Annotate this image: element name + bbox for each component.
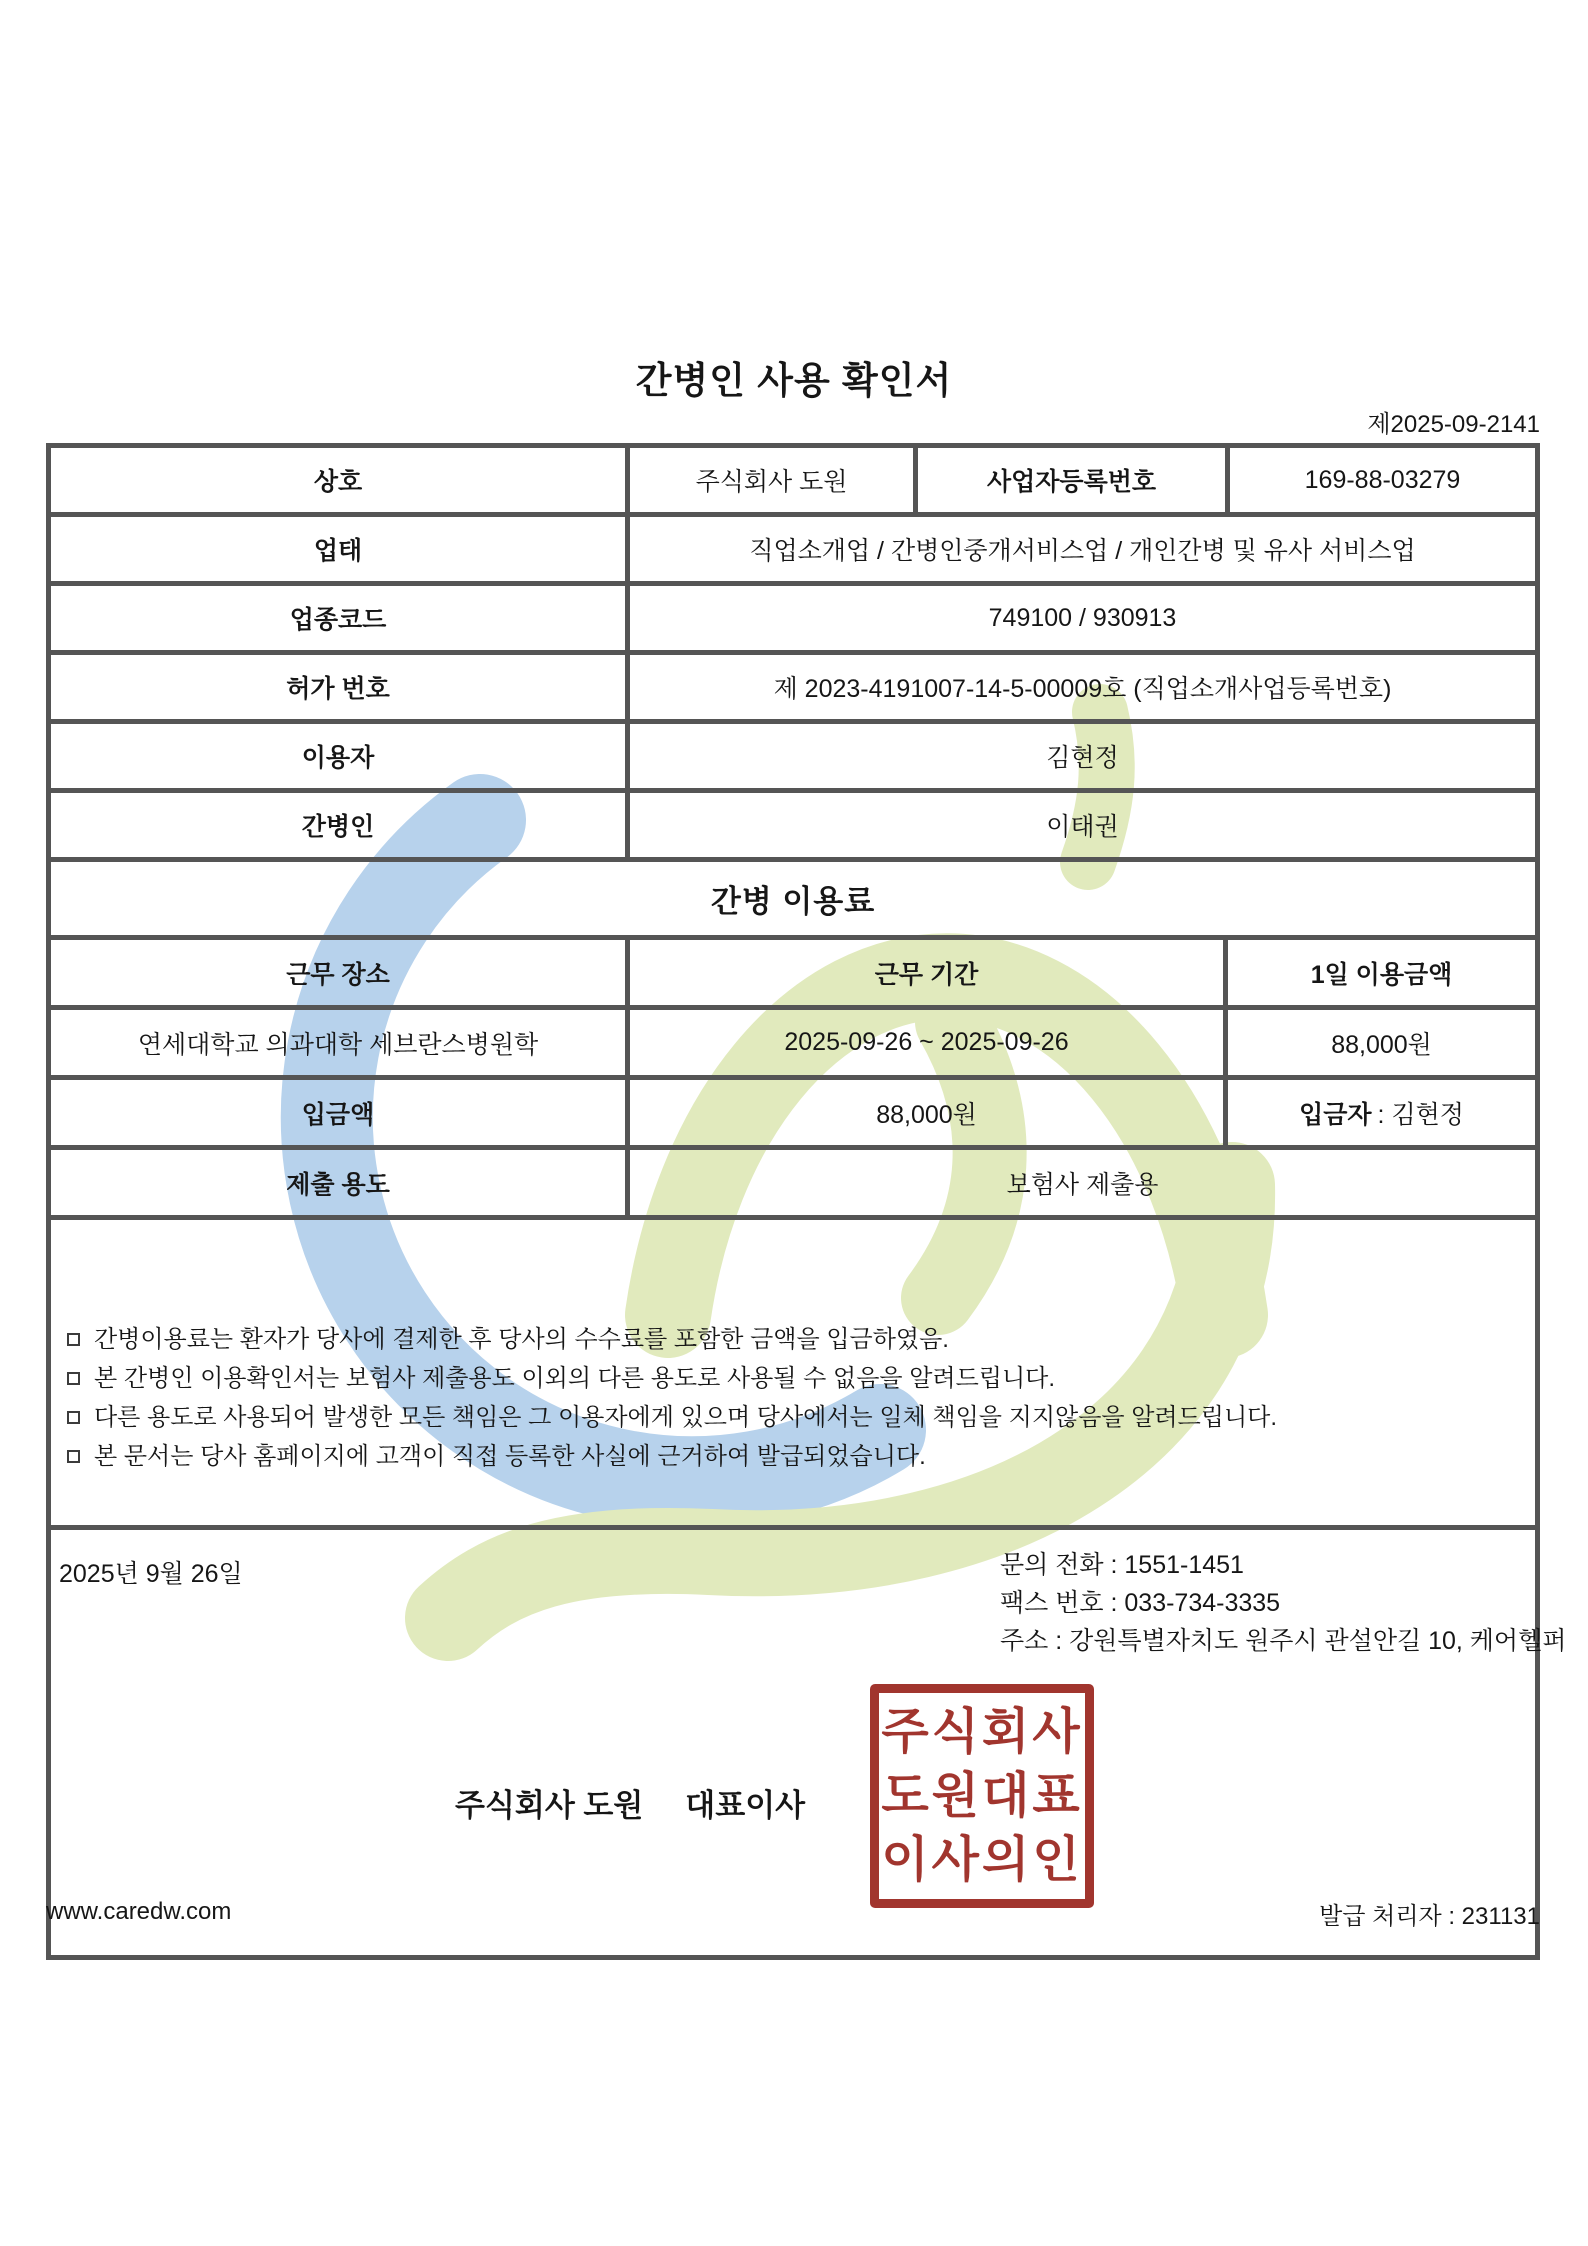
note-item — [67, 1437, 1505, 1476]
caregiver-value: 이태권 — [625, 793, 1535, 857]
notes-row — [51, 1215, 1535, 1525]
bizno-label: 사업자등록번호 — [913, 448, 1225, 512]
work-place-header: 근무 장소 — [286, 960, 390, 989]
daily-fee-value: 88,000원 — [1223, 1010, 1535, 1075]
depositor-name: : 김현정 — [1377, 1100, 1464, 1129]
square-bullet-icon — [67, 1450, 80, 1463]
fee-data-row — [51, 1005, 1535, 1075]
depositor-label: 입금자 — [1299, 1100, 1372, 1129]
deposit-amount: 88,000원 — [625, 1080, 1223, 1145]
stamp-text-line: 주식회사 — [881, 1705, 1083, 1759]
contact-fax: 팩스 번호 : 033-734-3335 — [1000, 1589, 1281, 1617]
table-row-caregiver — [51, 788, 1535, 857]
company-label: 상호 — [313, 468, 363, 496]
stamp-text-line: 도원대표 — [881, 1769, 1083, 1823]
corporate-seal-stamp — [870, 1684, 1094, 1908]
page-title: 간병인 사용 확인서 — [635, 360, 953, 401]
signature-company: 주식회사 도원 — [455, 1788, 644, 1823]
table-row-industry-code — [51, 581, 1535, 650]
biztype-value: 직업소개업 / 간병인중개서비스업 / 개인간병 및 유사 서비스업 — [625, 517, 1535, 581]
document-number: 제2025-09-2141 — [1367, 411, 1540, 438]
purpose-label: 제출 용도 — [286, 1170, 390, 1199]
issue-info-row — [51, 1525, 1567, 1955]
industry-code-value: 749100 / 930913 — [625, 586, 1535, 650]
purpose-value: 보험사 제출용 — [625, 1150, 1535, 1215]
fee-section-title: 간병 이용료 — [710, 884, 876, 919]
company-value: 주식회사 도원 — [625, 448, 913, 512]
note-text: 본 간병인 이용확인서는 보험사 제출용도 이외의 다른 용도로 사용될 수 없음을 알려드립니다. — [94, 1365, 1056, 1392]
issue-date: 2025년 9월 26일 — [59, 1560, 243, 1588]
stamp-text-line: 이사의인 — [881, 1833, 1083, 1887]
work-place-value: 연세대학교 의과대학 세브란스병원학 — [137, 1030, 539, 1059]
square-bullet-icon — [67, 1372, 80, 1385]
table-row-company — [51, 448, 1535, 512]
table-row-biztype — [51, 512, 1535, 581]
depositor-cell — [1223, 1080, 1535, 1145]
contact-phone: 문의 전화 : 1551-1451 — [1000, 1551, 1244, 1579]
daily-fee-header: 1일 이용금액 — [1223, 940, 1535, 1005]
bizno-value: 169-88-03279 — [1225, 448, 1535, 512]
fee-section-header-row — [51, 857, 1535, 935]
user-label: 이용자 — [301, 744, 375, 772]
fee-header-row — [51, 935, 1535, 1005]
deposit-row — [51, 1075, 1535, 1145]
permit-value: 제 2023-4191007-14-5-00009호 (직업소개사업등록번호) — [625, 655, 1535, 719]
contact-address: 주소 : 강원특별자치도 원주시 관설안길 10, 케어헬퍼 — [1000, 1627, 1567, 1655]
deposit-label: 입금액 — [301, 1100, 375, 1129]
note-item — [67, 1359, 1505, 1398]
website-url: www.caredw.com — [46, 1898, 232, 1925]
work-period-value: 2025-09-26 ~ 2025-09-26 — [625, 1010, 1223, 1075]
issuer-id: 발급 처리자 : 231131 — [1319, 1903, 1540, 1930]
note-item — [67, 1320, 1505, 1359]
signature-role: 대표이사 — [685, 1788, 806, 1823]
user-value: 김현정 — [625, 724, 1535, 788]
confirmation-table — [46, 443, 1567, 1960]
table-row-permit — [51, 650, 1535, 719]
work-period-header: 근무 기간 — [625, 940, 1223, 1005]
table-row-user — [51, 719, 1535, 788]
caregiver-label: 간병인 — [301, 813, 375, 841]
note-text: 간병이용료는 환자가 당사에 결제한 후 당사의 수수료를 포함한 금액을 입금하였음. — [94, 1326, 949, 1353]
notes-box — [51, 1220, 1535, 1525]
industry-code-label: 업종코드 — [289, 606, 387, 634]
permit-label: 허가 번호 — [286, 675, 390, 703]
note-item — [67, 1398, 1505, 1437]
square-bullet-icon — [67, 1333, 80, 1346]
signature-line — [455, 1780, 805, 1825]
note-text: 본 문서는 당사 홈페이지에 고객이 직접 등록한 사실에 근거하여 발급되었습니다. — [94, 1443, 926, 1470]
biztype-label: 업태 — [313, 537, 363, 565]
contact-block — [1000, 1546, 1566, 1660]
purpose-row — [51, 1145, 1535, 1215]
square-bullet-icon — [67, 1411, 80, 1424]
note-text: 다른 용도로 사용되어 발생한 모든 책임은 그 이용자에게 있으며 당사에서는 일체 책임을 지지않음을 알려드립니다. — [94, 1404, 1277, 1431]
